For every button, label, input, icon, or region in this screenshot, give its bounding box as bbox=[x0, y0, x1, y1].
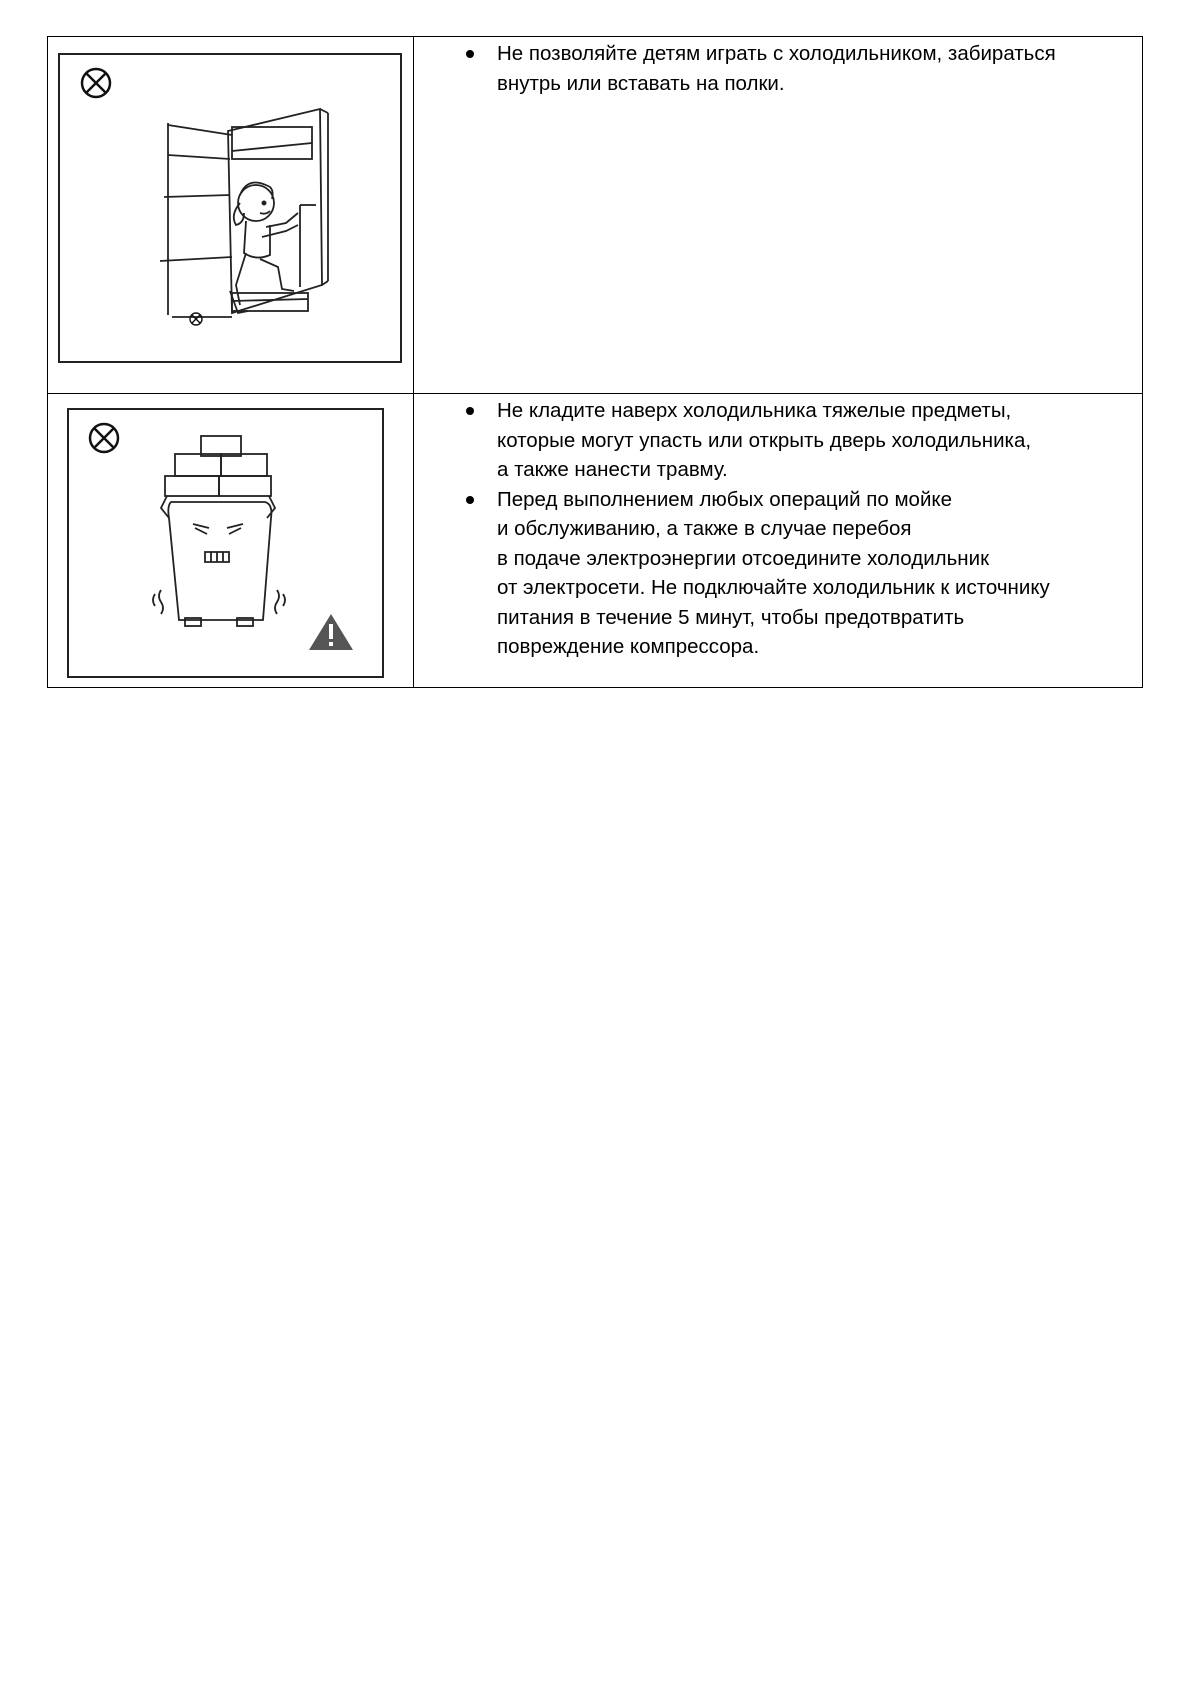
text-line: повреждение компрессора. bbox=[497, 635, 760, 658]
bullet-dot bbox=[466, 496, 474, 504]
bullet-list bbox=[414, 396, 1142, 662]
child-climbing-fridge-drawing bbox=[60, 55, 400, 361]
bullet-list bbox=[414, 39, 1142, 98]
text-line: Не позволяйте детям играть с холодильником, забираться bbox=[497, 42, 1056, 65]
warning-icon bbox=[309, 614, 353, 650]
illustration-cell bbox=[48, 394, 414, 688]
text-line: внутрь или вставать на полки. bbox=[497, 71, 785, 95]
safety-warnings-table bbox=[47, 36, 1143, 688]
text-line: питания в течение 5 минут, чтобы предотвратить bbox=[497, 605, 965, 629]
prohibited-icon bbox=[82, 69, 110, 97]
bullet-item bbox=[414, 485, 1142, 662]
text-cell bbox=[414, 37, 1143, 394]
text-line: которые могут упасть или открыть дверь холодильника, bbox=[497, 428, 1032, 452]
bullet-dot bbox=[466, 50, 474, 58]
bullet-item bbox=[414, 396, 1142, 485]
illustration-cell bbox=[48, 37, 414, 394]
bullet-dot bbox=[466, 407, 474, 415]
small-prohibited-icon bbox=[190, 313, 202, 325]
text-line: от электросети. Не подключайте холодильник к источнику bbox=[497, 576, 1050, 599]
text-cell bbox=[414, 394, 1143, 688]
text-line: Перед выполнением любых операций по мойке bbox=[497, 487, 953, 511]
child-climbing-fridge-illustration bbox=[58, 53, 402, 363]
text-line: и обслуживанию, а также в случае перебоя bbox=[497, 517, 912, 540]
prohibited-icon bbox=[90, 424, 118, 452]
table-row bbox=[48, 394, 1143, 688]
heavy-objects-illustration bbox=[67, 408, 384, 678]
overloaded-fridge-drawing bbox=[69, 410, 382, 676]
table-row bbox=[48, 37, 1143, 394]
text-line: в подаче электроэнергии отсоедините холодильник bbox=[497, 546, 990, 570]
text-line: Не кладите наверх холодильника тяжелые предметы, bbox=[497, 399, 1012, 422]
text-line: а также нанести травму. bbox=[497, 458, 728, 481]
bullet-item bbox=[414, 39, 1142, 98]
